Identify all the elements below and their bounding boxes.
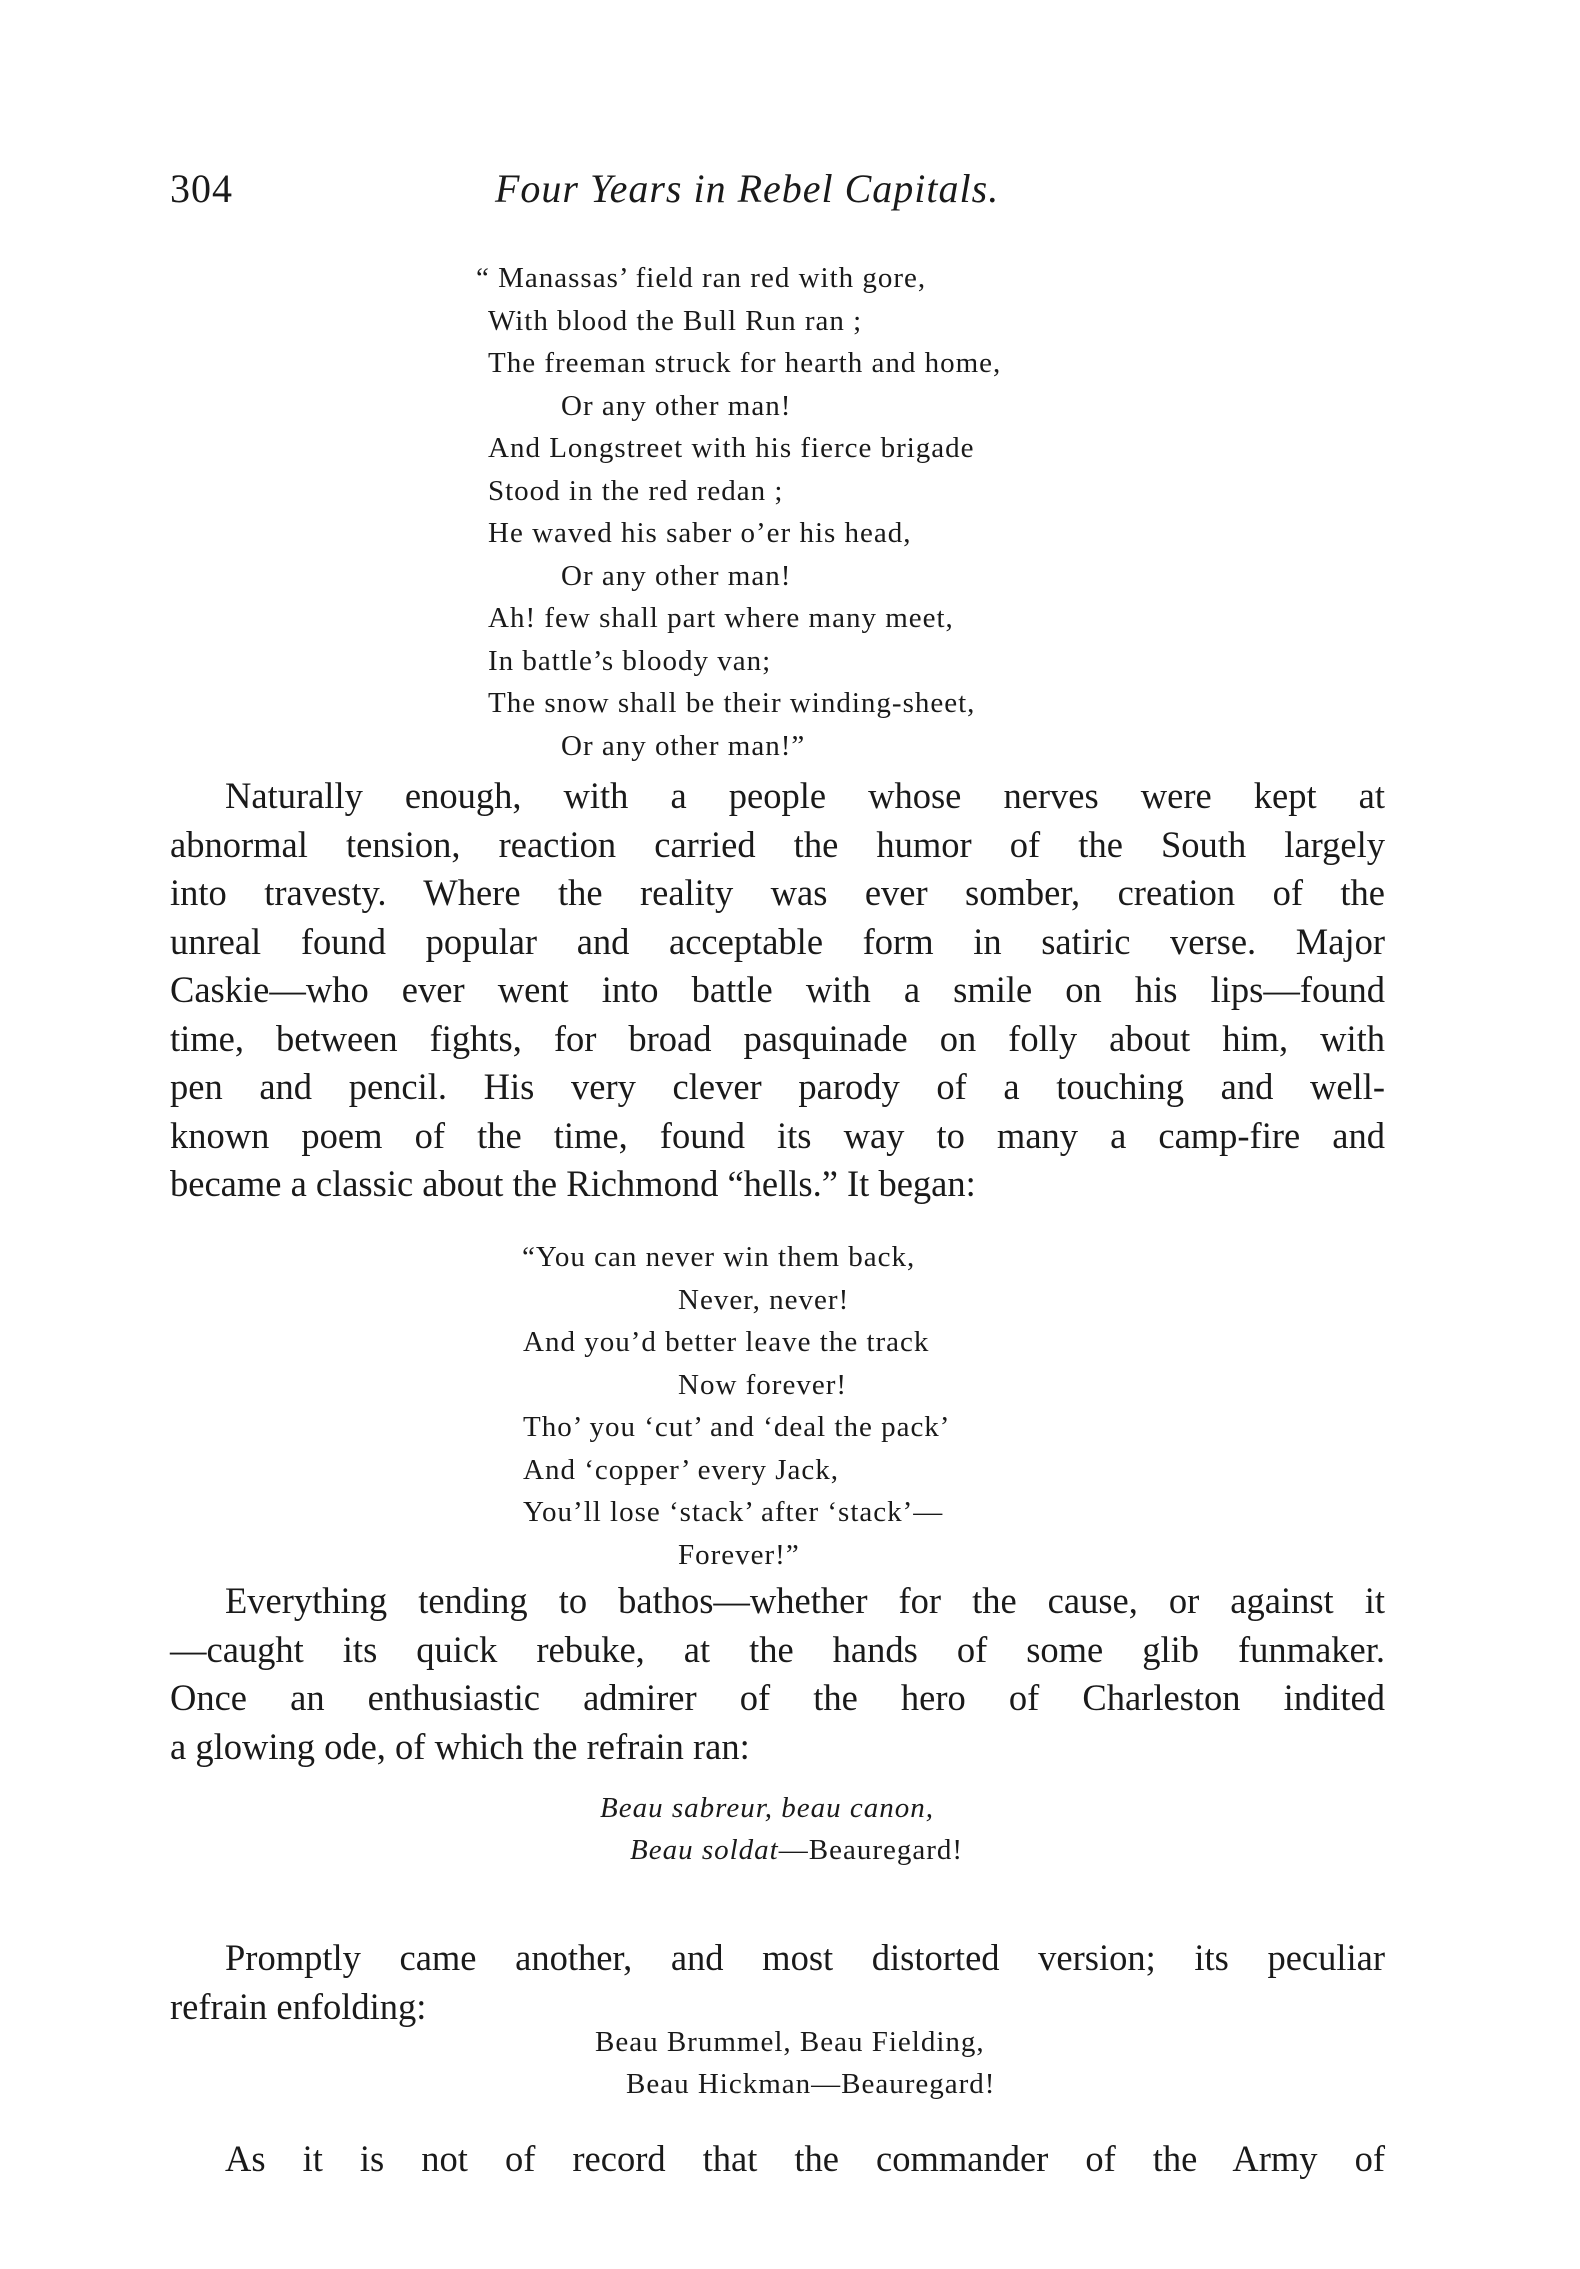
paragraph-line: into travesty. Where the reality was ever somber, creation of the bbox=[170, 872, 1385, 913]
verse-line: With blood the Bull Run ran ; bbox=[488, 304, 863, 337]
paragraph-record bbox=[170, 2135, 1385, 2184]
verse-line: And Longstreet with his fierce brigade bbox=[488, 432, 975, 464]
verse-line: You’ll lose ‘stack’ after ‘stack’— bbox=[523, 1496, 944, 1528]
paragraph-line: known poem of the time, found its way to many a camp-fire and bbox=[170, 1114, 1385, 1156]
running-title: Four Years in Rebel Capitals. bbox=[495, 166, 1000, 211]
paragraph-travesty bbox=[170, 772, 1385, 1209]
verse-manassas bbox=[476, 257, 1002, 767]
verse-line bbox=[600, 1829, 963, 1871]
paragraph-distorted-version bbox=[170, 1934, 1385, 2031]
verse-line: Beau sabreur, beau canon, bbox=[600, 1792, 935, 1824]
paragraph-line: As it is not of record that the commander of the Army of bbox=[225, 2138, 1385, 2179]
paragraph-line: Naturally enough, with a people whose nerves were kept at bbox=[225, 775, 1385, 816]
verse-line: Forever!” bbox=[678, 1538, 800, 1571]
page-header bbox=[170, 165, 1390, 225]
verse-line: And you’d better leave the track bbox=[523, 1326, 930, 1358]
verse-line: The freeman struck for hearth and home, bbox=[488, 347, 1002, 379]
verse-line: Never, never! bbox=[678, 1283, 850, 1316]
paragraph-line: —caught its quick rebuke, at the hands of some glib funmaker. bbox=[170, 1628, 1385, 1670]
paragraph-line: Caskie—who ever went into battle with a smile on his lips—found bbox=[170, 969, 1385, 1010]
verse-line: In battle’s bloody van; bbox=[488, 644, 772, 677]
verse-line: Beau Hickman—Beauregard! bbox=[626, 2068, 996, 2100]
paragraph-line: Everything tending to bathos—whether for the cause, or against it bbox=[225, 1580, 1385, 1621]
verse-italic-fragment: Beau soldat bbox=[630, 1834, 779, 1866]
verse-line: “You can never win them back, bbox=[522, 1241, 916, 1273]
verse-line: Or any other man! bbox=[561, 389, 792, 422]
paragraph-line: abnormal tension, reaction carried the humor of the South largely bbox=[170, 823, 1385, 865]
verse-line: The snow shall be their winding-sheet, bbox=[488, 687, 976, 719]
verse-line: And ‘copper’ every Jack, bbox=[523, 1453, 840, 1486]
paragraph-line: pen and pencil. His very clever parody of a touching and well- bbox=[170, 1066, 1385, 1107]
verse-beau-brummel bbox=[595, 2021, 995, 2105]
paragraph-line: refrain enfolding: bbox=[170, 1985, 427, 2027]
page-number: 304 bbox=[170, 166, 233, 211]
verse-line: Stood in the red redan ; bbox=[488, 474, 784, 507]
paragraph-line: unreal found popular and acceptable form in satiric verse. Major bbox=[170, 920, 1385, 962]
paragraph-line: Once an enthusiastic admirer of the hero of Charleston indited bbox=[170, 1677, 1385, 1718]
verse-line: “ Manassas’ field ran red with gore, bbox=[476, 262, 927, 294]
paragraph-line: Promptly came another, and most distorted version; its peculiar bbox=[225, 1937, 1385, 1978]
verse-line: He waved his saber o’er his head, bbox=[488, 517, 912, 549]
verse-line: Tho’ you ‘cut’ and ‘deal the pack’ bbox=[523, 1411, 951, 1443]
paragraph-line: became a classic about the Richmond “hells.” It began: bbox=[170, 1163, 976, 1204]
paragraph-bathos bbox=[170, 1577, 1385, 1771]
verse-line: Or any other man!” bbox=[561, 729, 806, 762]
paragraph-line: a glowing ode, of which the refrain ran: bbox=[170, 1725, 750, 1767]
verse-line: Ah! few shall part where many meet, bbox=[488, 602, 954, 634]
verse-beau-sabreur bbox=[600, 1787, 963, 1871]
verse-line: Beau Brummel, Beau Fielding, bbox=[595, 2026, 985, 2058]
verse-win-them-back bbox=[523, 1236, 950, 1576]
paragraph-line: time, between fights, for broad pasquinade on folly about him, with bbox=[170, 1017, 1385, 1059]
verse-fragment: —Beauregard! bbox=[778, 1834, 964, 1866]
verse-line: Now forever! bbox=[678, 1368, 848, 1401]
verse-line: Or any other man! bbox=[561, 559, 792, 592]
